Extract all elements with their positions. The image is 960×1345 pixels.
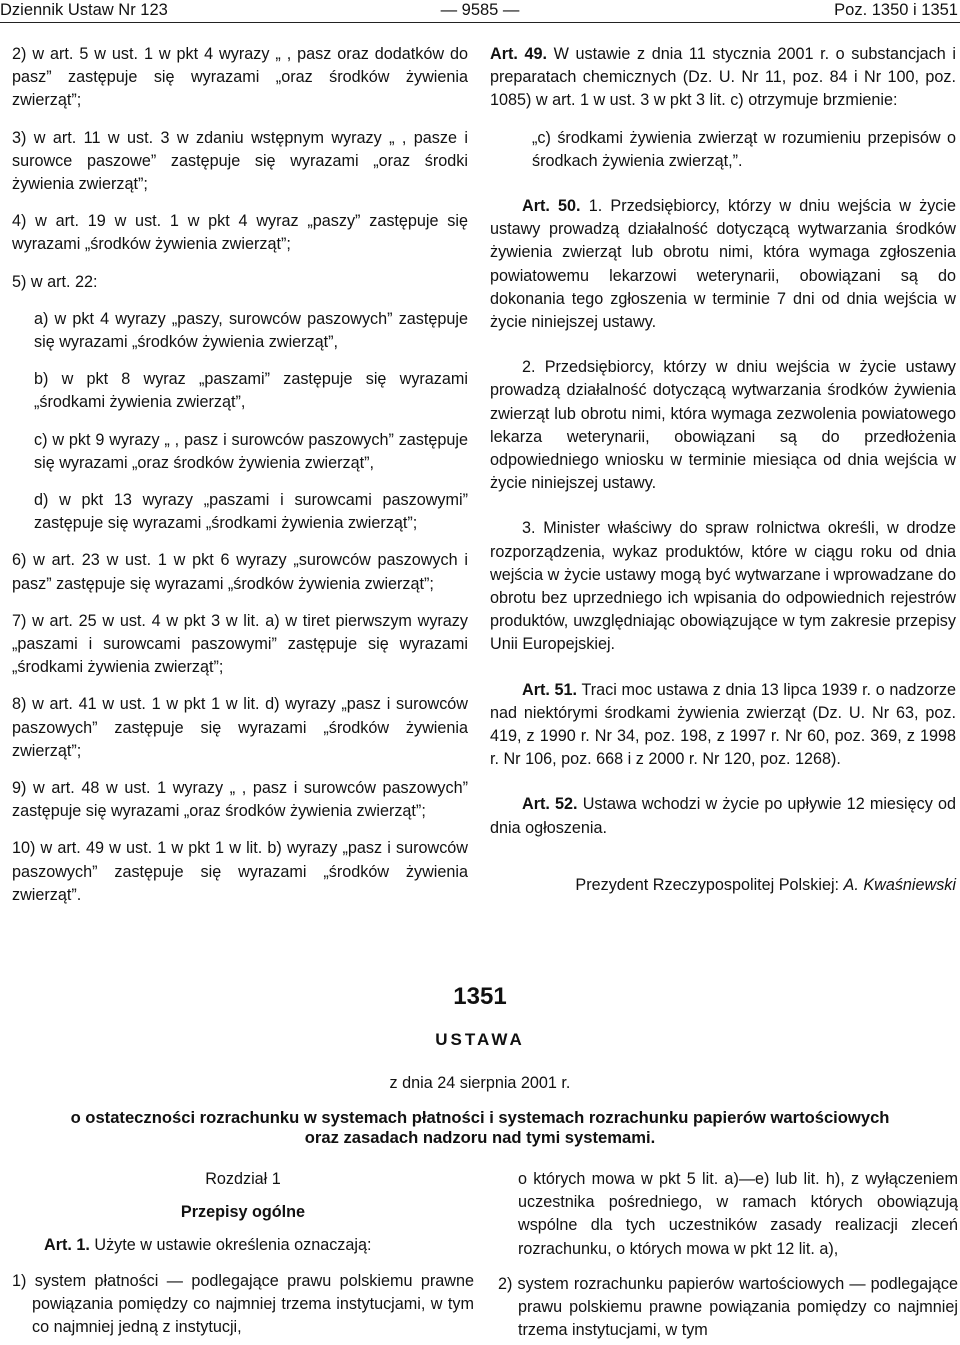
- definition-item-1-continued: o których mowa w pkt 5 lit. a)—e) lub lit. h), z wyłączeniem uczestnika pośredniego, w ramach których obowiązują wspólne dla tych uczestników zasady realizacji zleceń rozrachunku, o których mowa w pkt 12 lit. a),: [518, 1170, 958, 1258]
- amendment-item-10: 10) w art. 49 w ust. 1 w pkt 1 w lit. b) wyrazy „pasz i surowców paszowych” zastępuje się wyrazami „środków żywienia zwierząt”.: [12, 839, 468, 904]
- amendment-item-5d: d) w pkt 13 wyrazy „paszami i surowcami paszowymi” zastępuje się wyrazami „środkami żywienia zwierząt”;: [34, 491, 468, 533]
- article-49: [490, 43, 956, 113]
- amendment-item-5a: a) w pkt 4 wyrazy „paszy, surowców paszowych” zastępuje się wyrazami „środków żywienia zwierząt”,: [34, 309, 468, 352]
- journal-title: Dziennik Ustaw Nr 123: [0, 1, 168, 19]
- act-subject: [0, 1108, 960, 1148]
- act-subject-line-1: o ostateczności rozrachunku w systemach płatności i systemach rozrachunku papierów wartościowych: [70, 1108, 890, 1127]
- article-49-text: W ustawie z dnia 11 stycznia 2001 r. o substancjach i preparatach chemicznych (Dz. U. Nr 11, poz. 84 i Nr 100, poz. 1085) w art. 1 w ust. 3 w pkt 3 lit. c) otrzymuje brzmienie:: [490, 45, 956, 110]
- amendment-item-5: 5) w art. 22:: [12, 272, 98, 291]
- amendment-item-9: 9) w art. 48 w ust. 1 wyrazy „ , pasz i surowców paszowych” zastępuje się wyrazami „oraz środków żywienia zwierząt”;: [12, 779, 468, 821]
- amendment-item-7: 7) w art. 25 w ust. 4 w pkt 3 w lit. a) w tiret pierwszym wyrazy „paszami i surowcami paszowymi” zastępuje się wyrazami „środkami żywienia zwierząt”;: [12, 611, 468, 677]
- article-50-para-3: 3. Minister właściwy do spraw rolnictwa określi, w drodze rozporządzenia, wykaz produktów, które w ciągu roku od dnia wejścia w życie ustawy mogą być wytwarzane i wprowadzane do obrotu bez uprzedniego ich wpisania do odpowiednich rejestrów produktów, uwzględniając obowiązujące w tym zakresie przepisy Unii Europejskiej.: [490, 519, 956, 654]
- article-50-para-1: [490, 195, 956, 334]
- right-column: [490, 43, 956, 897]
- amendment-item-3: 3) w art. 11 w ust. 3 w zdaniu wstępnym wyrazy „ , pasze i surowce paszowe” zastępuje się wyrazami „oraz środki żywienia zwierząt”;: [12, 128, 468, 194]
- position-range: Poz. 1350 i 1351: [834, 1, 958, 19]
- amendment-item-8: 8) w art. 41 w ust. 1 w pkt 1 w lit. d) wyrazy „pasz i surowców paszowych” zastępuje się wyrazami „środków żywienia zwierząt”;: [12, 695, 468, 760]
- definition-item-2: 2) system rozrachunku papierów wartościowych — podlegające prawu polskiemu prawne powiązania pomiędzy co najmniej trzema instytucjami, w tym: [498, 1274, 958, 1340]
- amendment-item-2: 2) w art. 5 w ust. 1 w pkt 4 wyrazy „ , pasz oraz dodatków do pasz” zastępuje się wyrazami „oraz środków żywienia zwierząt”;: [12, 45, 468, 110]
- left-column: [12, 43, 468, 921]
- article-51-text: Traci moc ustawa z dnia 13 lipca 1939 r. o nadzorze nad niektórymi środkami żywienia zwierząt (Dz. U. Nr 63, poz. 419, z 1990 r. Nr 34, poz. 198, z 1997 r. Nr 60, poz. 369, z 1998 r. Nr 106, poz. 668 i z 2000 r. Nr 120, poz. 1268).: [490, 680, 956, 769]
- act-subject-line-2: oraz zasadach nadzoru nad tymi systemami.: [304, 1128, 656, 1147]
- article-49-quote: „c) środkami żywienia zwierząt w rozumieniu przepisów o środkach żywienia zwierząt,”.: [532, 128, 956, 170]
- article-50-label: Art. 50.: [522, 197, 581, 216]
- amendment-item-5c: c) w pkt 9 wyrazy „ , pasz i surowców paszowych” zastępuje się wyrazami „oraz środków żywienia zwierząt”,: [34, 430, 468, 472]
- article-1-label: Art. 1.: [44, 1236, 90, 1255]
- act-date: z dnia 24 sierpnia 2001 r.: [389, 1074, 571, 1092]
- article-49-label: Art. 49.: [490, 45, 547, 63]
- article-52: [490, 793, 956, 839]
- chapter-heading: Rozdział 1: [205, 1170, 281, 1188]
- article-52-label: Art. 52.: [522, 795, 578, 814]
- article-50-text-1: 1. Przedsiębiorcy, którzy w dniu wejścia w życie ustawy prowadzą działalność dotyczącą wytwarzania środków żywienia zwierząt lub obrotu nimi, która wymaga zgłoszenia powiatowemu lekarzowi weterynarii, obowiązani są do dokonania tego zgłoszenia w terminie 7 dni od dnia wejścia w życie niniejszej ustawy.: [490, 197, 956, 332]
- act-left-column: [12, 1168, 474, 1339]
- act-title: USTAWA: [435, 1030, 525, 1049]
- amendment-item-6: 6) w art. 23 w ust. 1 w pkt 6 wyrazy „surowców paszowych i pasz” zastępuje się wyrazami „środków żywienia zwierząt”;: [12, 551, 468, 593]
- act-number: 1351: [453, 983, 507, 1010]
- signature-prefix: Prezydent Rzeczypospolitej Polskiej:: [575, 875, 844, 894]
- article-50-para-2: 2. Przedsiębiorcy, którzy w dniu wejścia w życie ustawy prowadzą działalność dotyczącą wytwarzania środków żywienia zwierząt lub obrotu nimi, która wymaga zezwolenia powiatowego lekarza weterynarii, obowiązani są do przedłożenia odpowiedniego wniosku w terminie miesiąca od dnia wejścia w życie niniejszej ustawy.: [490, 358, 956, 493]
- page-header: [0, 0, 960, 23]
- page-number: — 9585 —: [440, 1, 520, 19]
- article-51: [490, 679, 956, 772]
- article-1-text: Użyte w ustawie określenia oznaczają:: [89, 1236, 372, 1255]
- article-51-label: Art. 51.: [522, 680, 578, 699]
- amendment-item-5b: b) w pkt 8 wyraz „paszami” zastępuje się wyrazami „środkami żywienia zwierząt”,: [34, 370, 468, 412]
- signature-name: A. Kwaśniewski: [843, 875, 956, 894]
- amendment-item-4: 4) w art. 19 w ust. 1 w pkt 4 wyraz „paszy” zastępuje się wyrazami „środków żywienia zwierząt”;: [12, 212, 468, 254]
- signature: [490, 874, 956, 897]
- act-right-column: [498, 1168, 958, 1342]
- chapter-title: Przepisy ogólne: [180, 1203, 306, 1222]
- definition-item-1: 1) system płatności — podlegające prawu polskiemu prawne powiązania pomiędzy co najmniej trzema instytucjami, w tym co najmniej jedną z instytucji,: [12, 1271, 474, 1337]
- article-1: [12, 1234, 474, 1257]
- article-52-text: Ustawa wchodzi w życie po upływie 12 miesięcy od dnia ogłoszenia.: [490, 795, 956, 837]
